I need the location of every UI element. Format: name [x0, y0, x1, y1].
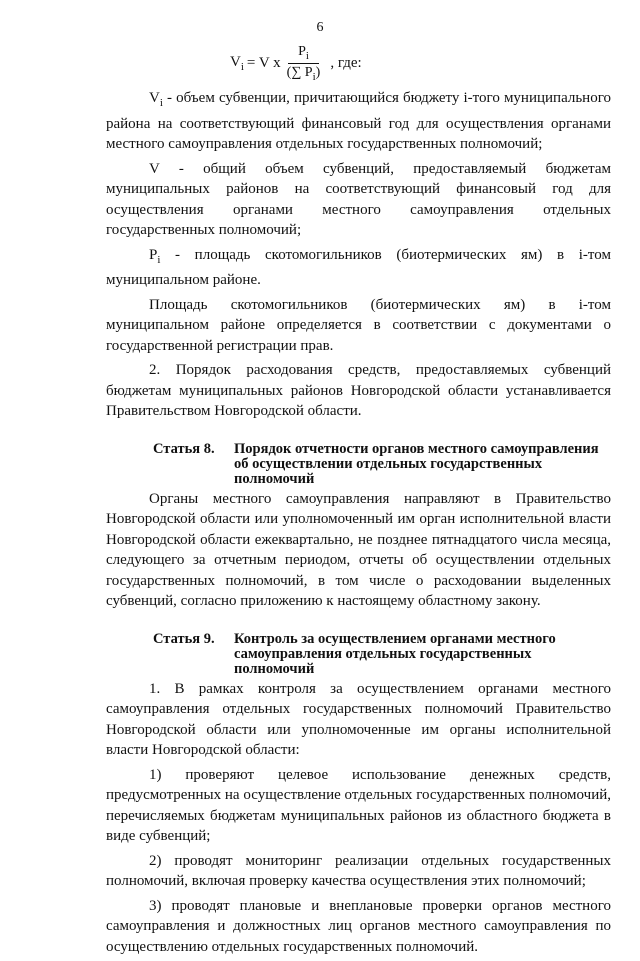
definition-pi: $P_i$ - площадь скотомогильников (биотермических ям) в i-том муниципальном районе. [106, 246, 611, 288]
article-9-item-1: 1) проверяют целевое использование денежных средств, предусмотренных на осуществление отдельных государственных полномочий, перечисляемых бюджетам муниципальных районов из областного бюджета в виде субвенций; [106, 766, 611, 844]
article-8-title: Порядок отчетности органов местного самоуправления об осуществлении отдельных государственных полномочий [234, 440, 599, 487]
article-9-item-2: 2) проводят мониторинг реализации отдельных государственных полномочий, включая проверку качества осуществления этих полномочий; [106, 852, 611, 889]
formula-lhs: $V_i$ [230, 53, 244, 73]
article-9-paragraph-1: 1. В рамках контроля за осуществлением органами местного самоуправления отдельных государственных полномочий Правительство Новгородской области или уполномоченные им органы исполнительной власти Новгородской области: [106, 680, 611, 758]
formula-denominator: (∑ $P_i$) [286, 64, 321, 83]
article-8-heading [106, 442, 611, 487]
paragraph-area: Площадь скотомогильников (биотермических ям) в i-том муниципальном районе определяется в соответствии с документами о государственной регистрации прав. [106, 296, 611, 354]
definition-v: V - общий объем субвенций, предоставляемый бюджетам муниципальных районов на соответствующий финансовый год для осуществления органами местного самоуправления отдельных государственных полномочий; [106, 160, 611, 238]
formula-equals: = V x [246, 54, 281, 71]
article-8-text: Органы местного самоуправления направляют в Правительство Новгородской области или уполномоченный им орган исполнительной власти Новгородской области ежеквартально, не позднее пятнадцатого числа месяца, следующего за отчетным периодом, отчеты об осуществлении отдельных государственных полномочий, в том числе о расходовании выделенных субвенций, согласно приложению к настоящему областному закону. [106, 490, 611, 609]
article-9-number: Статья 9. [153, 630, 215, 647]
article-9-heading [106, 632, 611, 677]
formula-tail: , где: [330, 54, 362, 71]
subvention-formula [230, 44, 362, 83]
formula-fraction [287, 44, 321, 83]
article-9-title: Контроль за осуществлением органами местного самоуправления отдельных государственных полномочий [234, 630, 556, 677]
article-9-item-3: 3) проводят плановые и внеплановые проверки органов местного самоуправления и должностных лиц органов местного самоуправления по осуществлению отдельных государственных полномочий. [106, 897, 611, 955]
page-number: 6 [316, 20, 324, 35]
article-8-number: Статья 8. [153, 440, 215, 457]
paragraph-2: 2. Порядок расходования средств, предоставляемых субвенций бюджетам муниципальных районов Новгородской области устанавливается Правительством Новгородской области. [106, 362, 611, 419]
document-body [106, 88, 611, 961]
definition-vi: $V_i$ - объем субвенции, причитающийся бюджету i-того муниципального района на соответствующий финансовый год для осуществления органами местного самоуправления отдельных государственных полномочий; [106, 90, 611, 152]
formula-numerator: $P_i$ [288, 44, 319, 64]
